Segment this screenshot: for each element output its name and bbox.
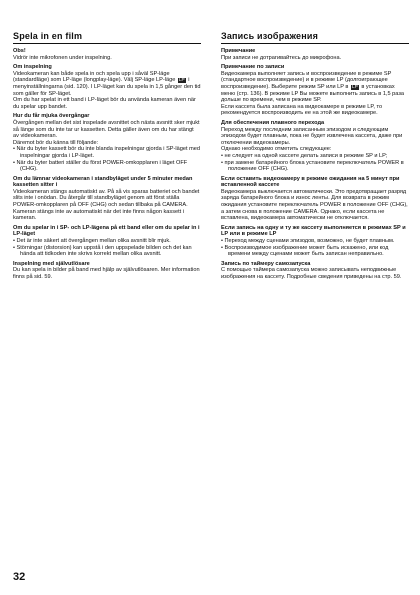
text-section (13, 113, 201, 172)
paragraph: Du kan spela in bilder på band med hjälp av självutlösaren. Mer information finns på sid. 59. (13, 267, 200, 280)
text-section (221, 176, 409, 222)
paragraph: Видеокамера выключается автоматически. Это предотвращает разряд заряда батарейного блока и износ ленты. Для возврата в режим ожидания установите переключатель POWER в положение OFF (CHG), а затем снова в положение CAMERA. Однако, если кассета не вставлена, видеокамера автоматически не отключается. (221, 188, 408, 222)
paragraph: При записи не дотрагивайтесь до микрофона. (221, 54, 342, 61)
section-title: Om du lämnar videokameran i standbyläget under 5 minuter medan kassetten sitter i (13, 175, 193, 189)
bullet-item: • не следует на одной кассете делать записи в режиме SP и LP; (221, 152, 388, 159)
paragraph: Vidrör inte mikrofonen under inspelning. (13, 54, 112, 61)
paragraph: Videokameran stängs automatiskt av. På så vis sparas batteriet och bandet slits inte i onödan. Du återgår till standbyläget genom att först ställa POWER-omkopplaren på OFF (CHG) och sedan tillbaka på CAMERA. Kameran stängs inte av automatiskt när det inte finns någon kassett i kameran. (13, 188, 200, 222)
page-number: 32 (13, 571, 26, 583)
bullet-item: • Переход между сценами эпизодов, возможно, не будет плавным. (221, 238, 395, 245)
section-title: Примечание по записи (221, 64, 285, 71)
text-section (13, 176, 201, 222)
text-section (221, 225, 409, 258)
bullet-item: • Воспроизводимое изображение может быть искажено, или код времени между сценами может быть записан неправильно. (221, 244, 389, 258)
section-title: Примечание (221, 48, 256, 54)
paragraph: Переход между последним записанным эпизодом и следующим эпизодом будет плавным, пока не будет извлечена кассета, даже при отключении видеокамеры. (221, 126, 403, 146)
bullet-list (13, 238, 201, 258)
right-column-russian (221, 31, 409, 281)
bullet-list (13, 146, 201, 172)
text-section (221, 64, 409, 117)
paragraph: Övergången mellan det sist inspelade avsnittet och nästa avsnitt sker mjukt så länge som du inte tar ur kassetten. Detta gäller även om du har stängt av videokameran. (13, 119, 200, 140)
text-section (13, 261, 201, 281)
section-title: Если запись на одну и ту же кассету выполняется в режимах SP и LP или в режиме LP (221, 224, 406, 238)
paragraph: Videokameran kan både spela in och spela upp i såväl SP-läge (standardläge) som LP-läge (longplay-läge). Välj SP-läge LP-läge LP i menyinställningarna (sid. 120). I LP-läget kan du spela in 1,5 gånger den tid som gäller för SP-läget. (13, 70, 201, 97)
bullet-list (221, 238, 409, 258)
text-section (221, 48, 409, 61)
bullet-item: • När du byter kassett bör du inte blanda inspelningar gjorda i SP-läget med inspelningar gjorda i LP-läget. (13, 146, 200, 159)
paragraph: Däremot bör du känna till följande: (13, 139, 99, 146)
paragraph: Если кассета была записана на видеокамере в режиме LP, то рекомендуется воспроизводить ее на этой же видеокамере. (221, 103, 383, 117)
section-title: Если оставить видеокамеру в режиме ожидания на 5 минут при вставленной кассете (221, 175, 400, 189)
section-title: Om du spelar in i SP- och LP-lägena på ett band eller om du spelar in i LP-läget (13, 224, 200, 238)
section-title: Hur du får mjuka övergångar (13, 113, 90, 120)
bullet-item: • при замене батарейного блока установите переключатель POWER в положение OFF (CHG). (221, 159, 404, 173)
paragraph: Om du har spelat in ett band i LP-läget bör du använda kameran även när du spelar upp bandet. (13, 97, 196, 110)
section-title: Запись по таймеру самозапуска (221, 260, 311, 267)
section-title: Om inspelning (13, 64, 52, 71)
section-title: Для обеспечения плавного перехода (221, 119, 325, 126)
bullet-list (221, 153, 409, 173)
sections-swedish (13, 48, 201, 281)
section-title: Obs! (13, 48, 26, 54)
text-section (13, 225, 201, 258)
paragraph: С помощью таймера самозапуска можно записывать неподвижные изображения на кассету. Подробные сведения приведены на стр. 59. (221, 267, 402, 280)
lp-mode-icon: LP (351, 84, 358, 90)
bullet-item: • Störningar (distorsion) kan uppstå i den uppspelade bilden och det kan hända att tidkoden inte skrivs korrekt mellan olika avsnitt. (13, 244, 192, 258)
paragraph: Видеокамера выполняет запись и воспроизведение в режиме SP (стандартное воспроизведение) и в режиме LP (долгоиграющее воспроизведение). Выберите режим SP или LP в LP в установках меню (стр. 136). В режиме LP Вы можете выполнить запись в 1,5 раза дольше по времени, чем в режиме SP. (221, 70, 404, 104)
text-section (13, 48, 201, 61)
section-header-swedish: Spela in en film (13, 31, 201, 44)
left-column-swedish (13, 31, 201, 281)
lp-mode-icon: LP (178, 78, 185, 84)
bullet-item: • När du byter batteri ställer du först POWER-omkopplaren i läget OFF (CHG). (13, 159, 188, 173)
paragraph: Однако необходимо отметить следующее: (221, 146, 332, 153)
text-section (13, 64, 201, 110)
text-section (221, 261, 409, 281)
sections-russian (221, 48, 409, 281)
text-section (221, 120, 409, 173)
section-header-russian: Запись изображения (221, 31, 409, 44)
bullet-item: • Det är inte säkert att övergången mellan olika avsnitt blir mjuk. (13, 238, 171, 245)
section-title: Inspelning med självutlösare (13, 260, 90, 267)
